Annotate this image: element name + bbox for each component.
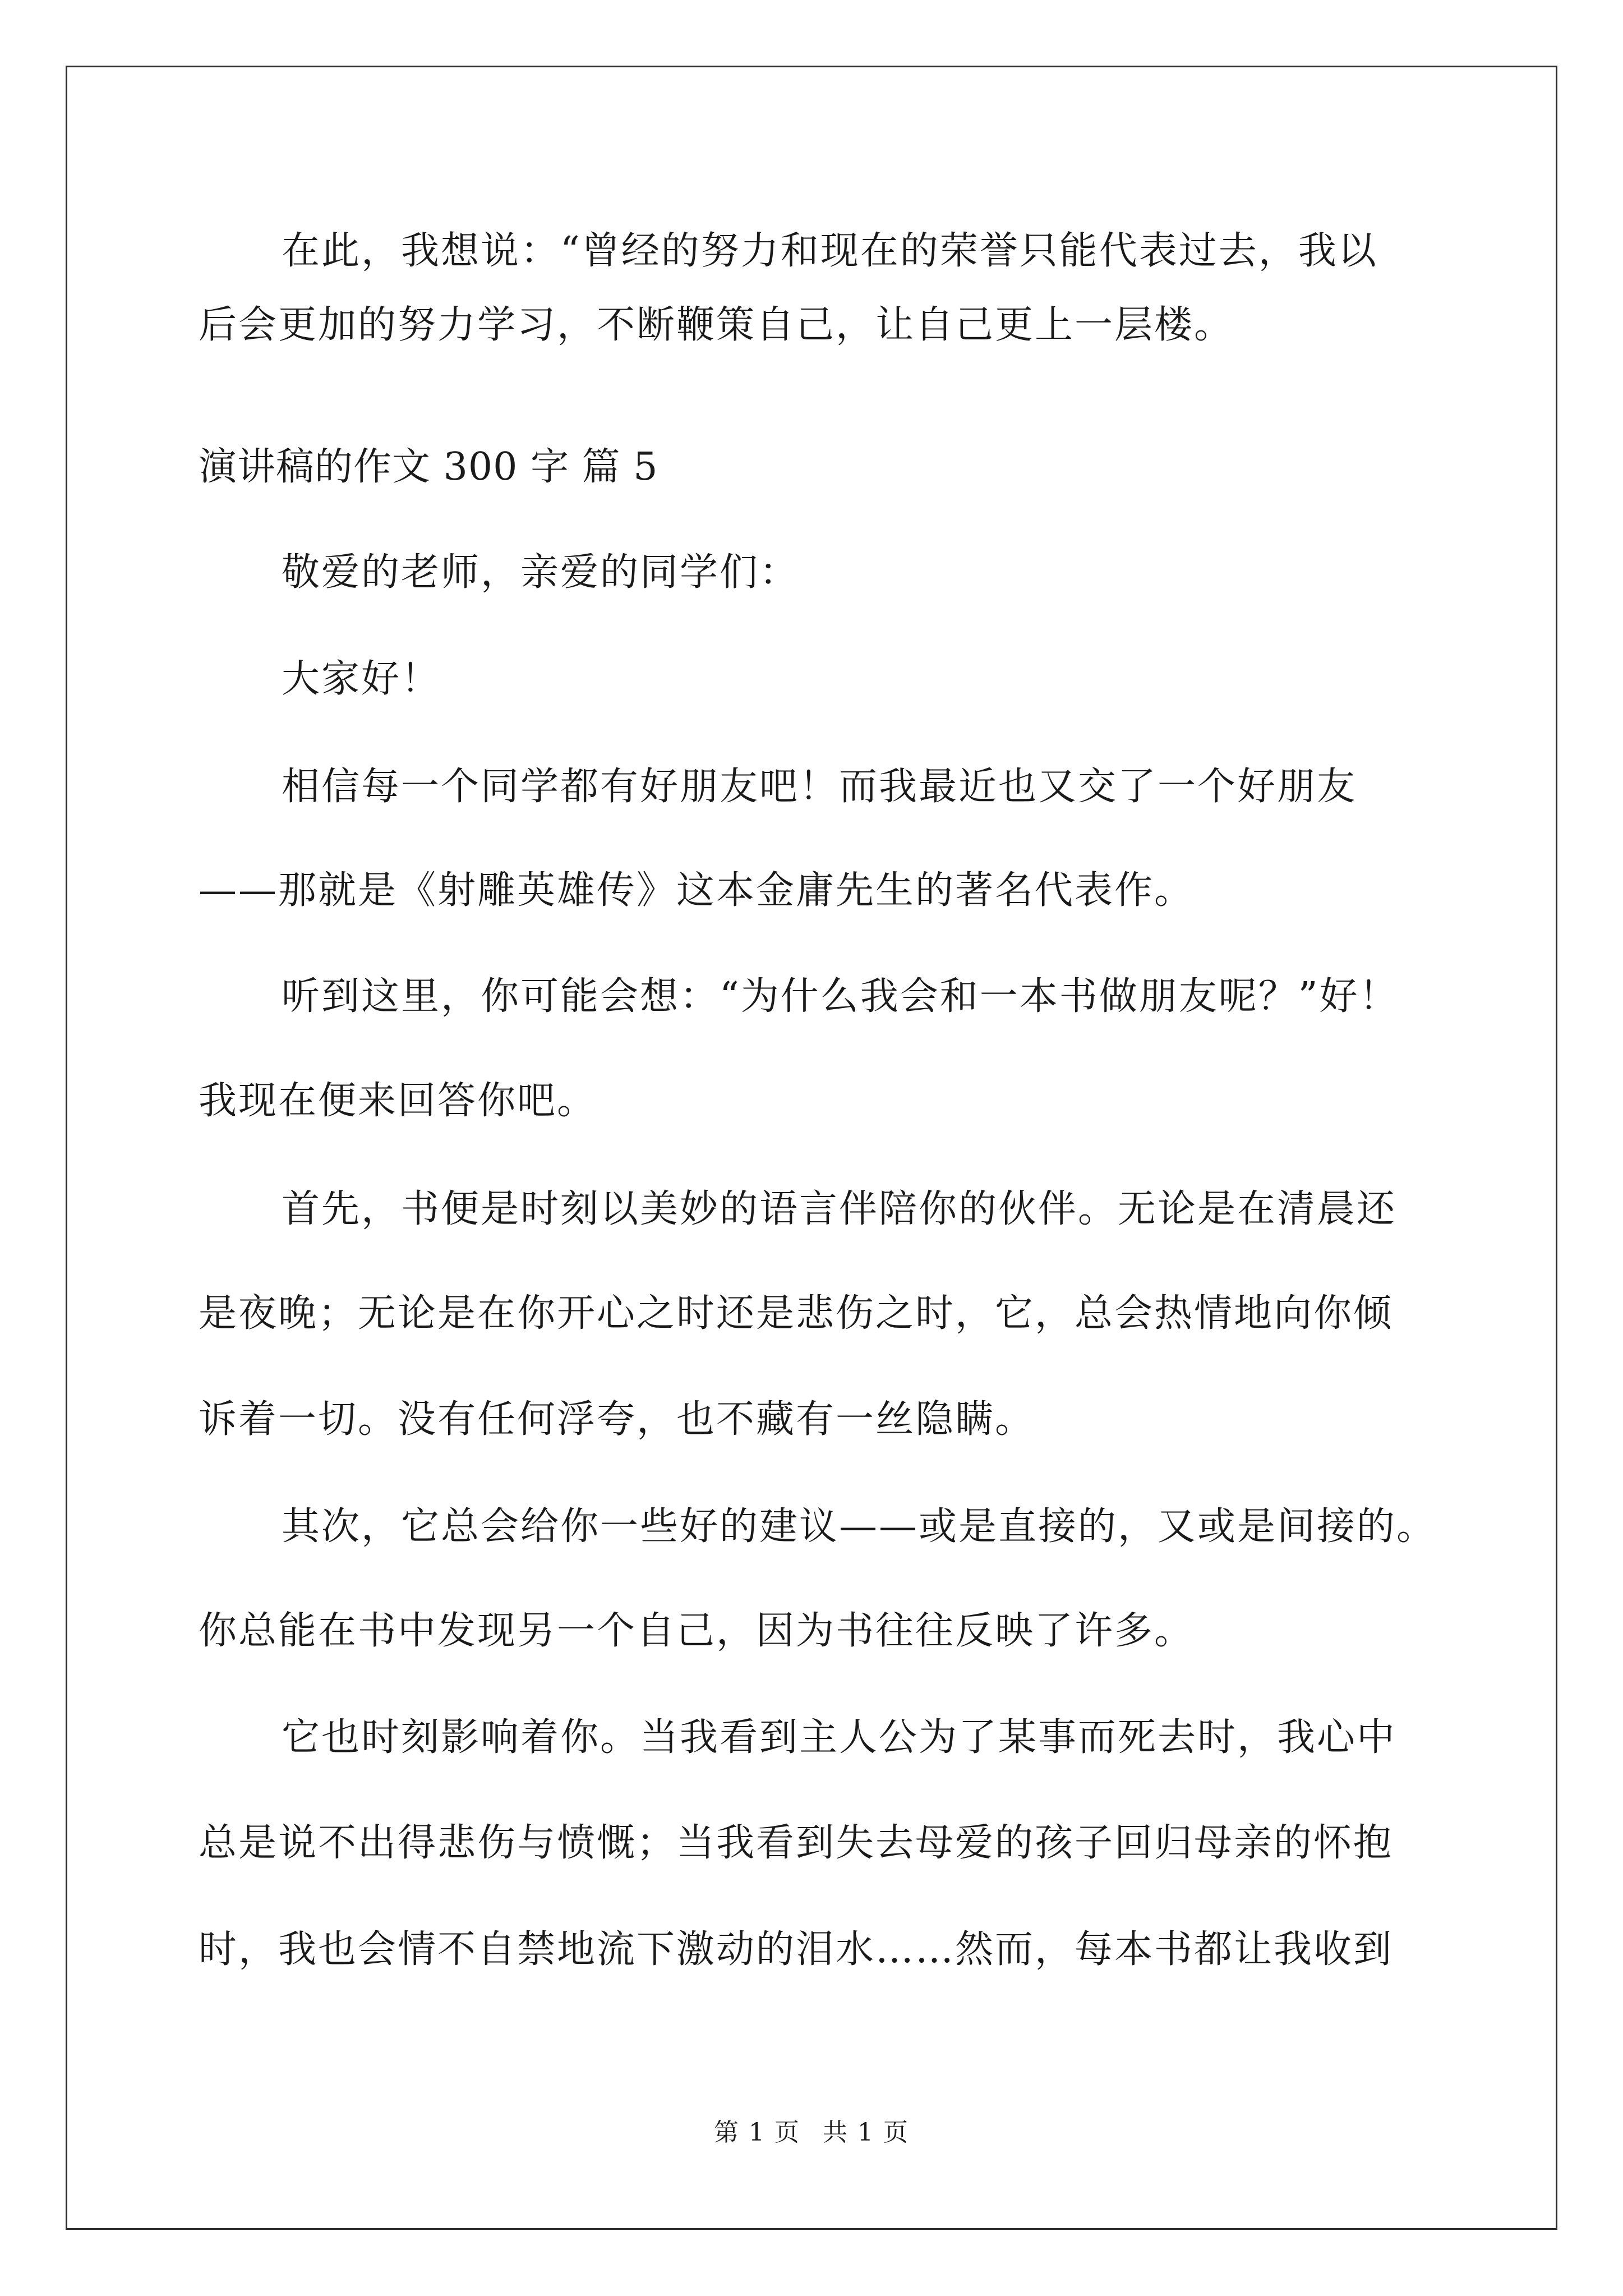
text-line: 总是说不出得悲伤与愤慨；当我看到失去母爱的孩子回归母亲的怀抱 [199, 1821, 1394, 1865]
text-line: 后会更加的努力学习，不断鞭策自己，让自己更上一层楼。 [199, 303, 1234, 347]
text-line: 首先，书便是时刻以美妙的语言伴陪你的伙伴。无论是在清晨还 [282, 1187, 1397, 1231]
section-heading: 演讲稿的作文 300 字 篇 5 [199, 445, 658, 489]
page-footer [0, 2117, 1623, 2148]
text-line: 是夜晚；无论是在你开心之时还是悲伤之时，它，总会热情地向你倾 [199, 1291, 1394, 1336]
text-line: 你总能在书中发现另一个自己，因为书往往反映了许多。 [199, 1609, 1195, 1653]
text-line: 听到这里，你可能会想：“为什么我会和一本书做朋友呢？”好！ [282, 974, 1399, 1019]
page-border [66, 66, 1557, 2230]
page-total: 共 1 页 [823, 2118, 909, 2147]
text-line: 大家好！ [282, 657, 441, 701]
text-line: 其次，它总会给你一些好的建议——或是直接的，又或是间接的。 [282, 1504, 1437, 1549]
text-line: ——那就是《射雕英雄传》这本金庸先生的著名代表作。 [199, 868, 1195, 913]
text-line: 敬爱的老师，亲爱的同学们： [282, 550, 800, 595]
text-line: 相信每一个同学都有好朋友吧！而我最近也又交了一个好朋友 [282, 765, 1357, 809]
text-line: 它也时刻影响着你。当我看到主人公为了某事而死去时，我心中 [282, 1715, 1397, 1760]
text-line: 我现在便来回答你吧。 [199, 1079, 597, 1123]
text-line: 在此，我想说：“曾经的努力和现在的荣誉只能代表过去，我以 [282, 229, 1378, 273]
page-number: 第 1 页 [714, 2118, 800, 2147]
text-line: 时，我也会情不自禁地流下激动的泪水……然而，每本书都让我收到 [199, 1927, 1394, 1972]
text-line: 诉着一切。没有任何浮夸，也不藏有一丝隐瞒。 [199, 1397, 1035, 1442]
